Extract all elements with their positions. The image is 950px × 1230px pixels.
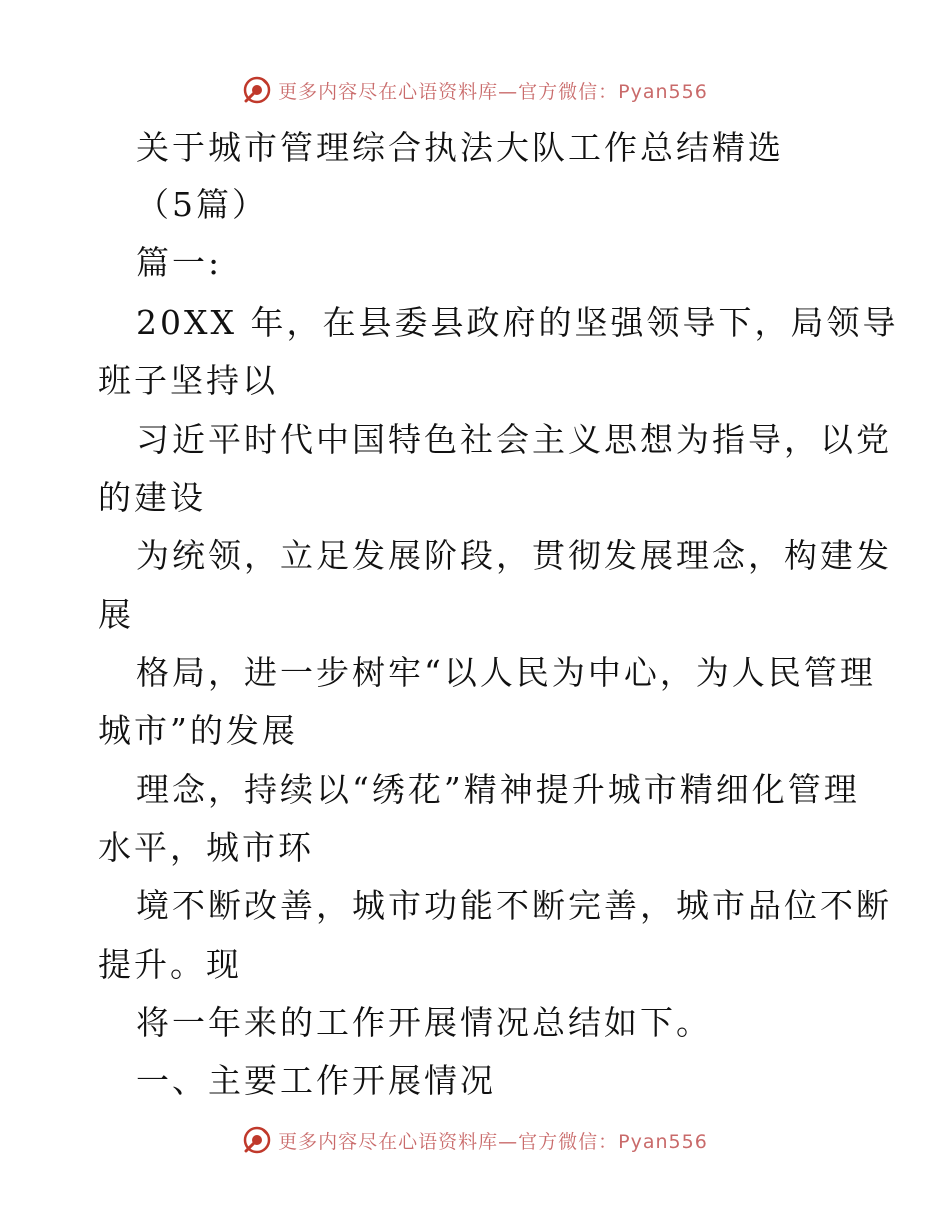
body-line: 将一年来的工作开展情况总结如下。 bbox=[136, 1003, 712, 1042]
pen-circle-logo-icon bbox=[242, 1125, 272, 1155]
section-heading: 篇一: bbox=[136, 243, 223, 282]
body-line: 理念，持续以“绣花”精神提升城市精细化管理 bbox=[136, 770, 860, 809]
pen-circle-logo-icon bbox=[242, 75, 272, 105]
body-line: 为统领，立足发展阶段，贯彻发展理念，构建发 bbox=[136, 536, 892, 575]
body-line: 20XX 年，在县委县政府的坚强领导下，局领导 bbox=[136, 303, 899, 342]
body-line: 提升。现 bbox=[98, 945, 242, 984]
section-subheading: 一、主要工作开展情况 bbox=[136, 1061, 496, 1100]
watermark-banner-bottom bbox=[0, 1120, 950, 1160]
body-line: 习近平时代中国特色社会主义思想为指导，以党 bbox=[136, 420, 892, 459]
watermark-text: 更多内容尽在心语资料库—官方微信：Pyan556 bbox=[278, 1130, 708, 1153]
body-line: 展 bbox=[98, 595, 134, 634]
body-line: 格局，进一步树牢“以人民为中心，为人民管理 bbox=[136, 653, 876, 692]
body-line: 班子坚持以 bbox=[98, 361, 278, 400]
document-title: 关于城市管理综合执法大队工作总结精选 bbox=[136, 128, 784, 167]
body-line: 的建设 bbox=[98, 478, 206, 517]
body-line: 境不断改善，城市功能不断完善，城市品位不断 bbox=[136, 886, 892, 925]
watermark-banner-top bbox=[0, 70, 950, 110]
watermark-text: 更多内容尽在心语资料库—官方微信：Pyan556 bbox=[278, 80, 708, 103]
document-title-count: （5篇） bbox=[136, 185, 268, 224]
body-line: 城市”的发展 bbox=[98, 711, 298, 750]
body-line: 水平，城市环 bbox=[98, 828, 314, 867]
